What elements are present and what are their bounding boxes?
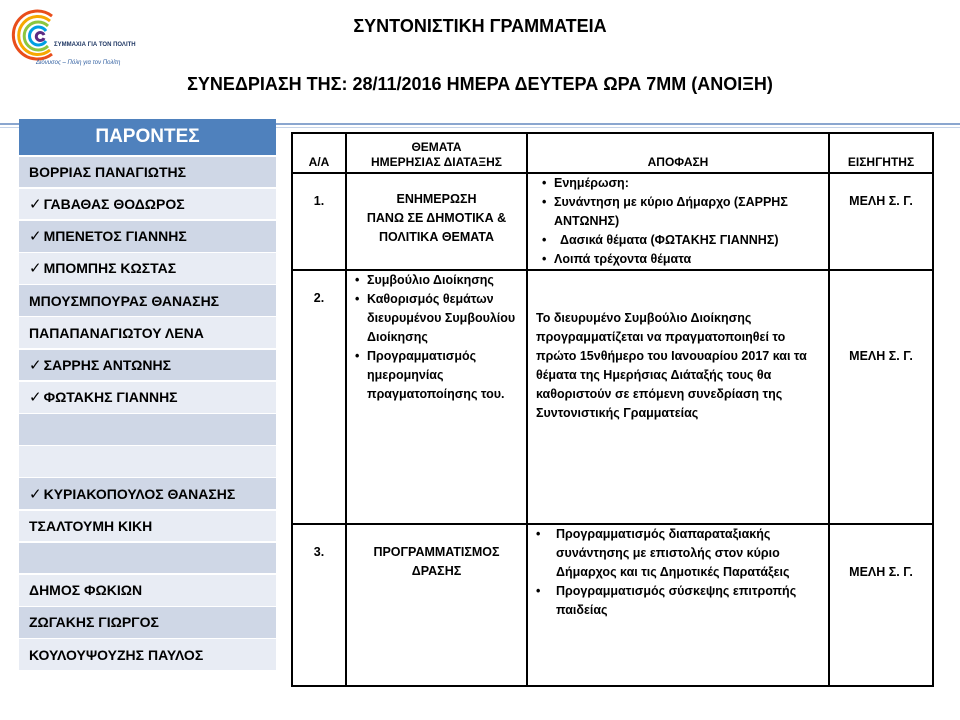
attendee-name: ΜΠΕΝΕΤΟΣ ΓΙΑΝΝΗΣ: [43, 228, 187, 245]
attendee-row: [19, 317, 276, 348]
attendee-name: ΤΣΑΛΤΟΥΜΗ ΚΙΚΗ: [29, 517, 153, 534]
row-number: 1.: [292, 173, 346, 270]
agenda-table: [291, 132, 934, 687]
page-title: ΣΥΝΤΟΝΙΣΤΙΚΗ ΓΡΑΜΜΑΤΕΙΑ: [353, 16, 607, 36]
meeting-subtitle: ΣΥΝΕΔΡΙΑΣΗ ΤΗΣ: 28/11/2016 ΗΜΕΡΑ ΔΕΥΤΕΡΑ ΩΡΑ 7ΜΜ (ΑΝΟΙΞΗ): [187, 74, 773, 94]
checkmark-icon: ✓: [29, 484, 42, 503]
checkmark-icon: ✓: [29, 227, 42, 246]
topic-sub-bullet: • Προγραμματισμός ημερομηνίας πραγματοποίησης του.: [353, 347, 520, 404]
attendee-name: ΜΠΟΜΠΗΣ ΚΩΣΤΑΣ: [43, 260, 177, 277]
decision-bullet: • Προγραμματισμός διαπαραταξιακής συνάντησης με επιστολής στον κύριο Δήμαρχος και τις Δημοτικές Παρατάξεις: [534, 525, 822, 582]
attendee-row: [19, 511, 276, 542]
attendee-name: ΚΟΥΛΟΥΨΟΥΖΗΣ ΠΑΥΛΟΣ: [29, 646, 204, 663]
checkmark-icon: ✓: [29, 195, 42, 214]
attendee-row: [19, 189, 276, 220]
attendee-name: ΒΟΡΡΙΑΣ ΠΑΝΑΓΙΩΤΗΣ: [29, 163, 187, 180]
attendee-row: [19, 543, 276, 574]
decision-bullet: • Συνάντηση με κύριο Δήμαρχο (ΣΑΡΡΗΣ ΑΝΤΩΝΗΣ): [540, 193, 822, 231]
attendee-name: ΚΥΡΙΑΚΟΠΟΥΛΟΣ ΘΑΝΑΣΗΣ: [43, 485, 236, 502]
attendance-panel: [19, 119, 276, 670]
topic-line: ΠΟΛΙΤΙΚΑ ΘΕΜΑΤΑ: [378, 230, 495, 244]
attendance-header: ΠΑΡΟΝΤΕΣ: [19, 119, 276, 155]
attendee-row: [19, 478, 276, 509]
attendee-row: [19, 446, 276, 477]
agenda-row-1: [292, 173, 933, 270]
row-topic: [346, 524, 527, 686]
header-aa: Α/Α: [292, 133, 346, 173]
attendee-name: ΜΠΟΥΣΜΠΟΥΡΑΣ ΘΑΝΑΣΗΣ: [29, 292, 220, 309]
topic-line: ΕΝΗΜΕΡΩΣΗ: [396, 192, 477, 206]
logo-slogan-text: Διόνυσος – Πόλη για τον Πολίτη: [36, 60, 121, 66]
row-rapporteur: ΜΕΛΗ Σ. Γ.: [829, 270, 933, 524]
attendee-name: ΣΑΡΡΗΣ ΑΝΤΩΝΗΣ: [43, 356, 172, 373]
decision-bullet: • Λοιπά τρέχοντα θέματα: [540, 250, 822, 269]
header-rapporteur: ΕΙΣΗΓΗΤΗΣ: [829, 133, 933, 173]
topic-line: ΔΡΑΣΗΣ: [411, 564, 462, 578]
row-number: 2.: [292, 270, 346, 524]
decision-bullet: • Προγραμματισμός σύσκεψης επιτροπής παιδείας: [534, 582, 822, 620]
topic-bullet: • Συμβούλιο Διοίκησης: [353, 271, 520, 290]
agenda-row-2: [292, 270, 933, 524]
row-decision: Το διευρυμένο Συμβούλιο Διοίκησης προγραμματίζεται να πραγματοποιηθεί το πρώτο 15νθήμερο του Ιανουαρίου 2017 και τα θέματα της Ημερήσιας Διάταξής τους θα καθοριστούν σε επόμενη συνεδρίαση της Συντονιστικής Γραμματείας: [527, 270, 829, 524]
attendee-row: [19, 285, 276, 316]
attendee-name: ΔΗΜΟΣ ΦΩΚΙΩΝ: [29, 582, 143, 599]
decision-bullet: • Ενημέρωση:: [540, 174, 822, 193]
header-topics-line1: ΘΕΜΑΤΑ: [411, 140, 462, 154]
header-decision: ΑΠΟΦΑΣΗ: [527, 133, 829, 173]
header-topics-line2: ΗΜΕΡΗΣΙΑΣ ΔΙΑΤΑΞΗΣ: [371, 155, 502, 169]
attendee-row: [19, 157, 276, 188]
header-topics: [346, 133, 527, 173]
attendee-row: [19, 253, 276, 284]
row-decision: [527, 173, 829, 270]
row-decision: [527, 524, 829, 686]
row-number: 3.: [292, 524, 346, 686]
checkmark-icon: ✓: [29, 259, 42, 278]
attendee-row: [19, 414, 276, 445]
logo-brand-text: ΣΥΜΜΑΧΙΑ ΓΙΑ ΤΟΝ ΠΟΛΙΤΗ: [54, 42, 136, 48]
row-rapporteur: ΜΕΛΗ Σ. Γ.: [829, 173, 933, 270]
attendee-row: [19, 607, 276, 638]
attendee-name: ΖΩΓΑΚΗΣ ΓΙΩΡΓΟΣ: [29, 614, 159, 631]
attendee-name: ΓΑΒΑΘΑΣ ΘΟΔΩΡΟΣ: [43, 196, 185, 213]
decision-bullet: • Δασικά θέματα (ΦΩΤΑΚΗΣ ΓΙΑΝΝΗΣ): [540, 231, 822, 250]
checkmark-icon: ✓: [29, 355, 42, 374]
attendee-row: [19, 350, 276, 381]
topic-line: ΠΑΝΩ ΣΕ ΔΗΜΟΤΙΚΑ &: [366, 211, 507, 225]
attendance-list: [19, 157, 276, 671]
row-topic: [346, 270, 527, 524]
attendee-row: [19, 639, 276, 670]
attendee-row: [19, 221, 276, 252]
topic-line: ΠΡΟΓΡΑΜΜΑΤΙΣΜΟΣ: [373, 545, 500, 559]
attendee-row: [19, 575, 276, 606]
topic-sub-bullet: • Καθορισμός θεμάτων διευρυμένου Συμβουλίου Διοίκησης: [353, 290, 520, 347]
row-rapporteur: ΜΕΛΗ Σ. Γ.: [829, 524, 933, 686]
attendee-name: ΠΑΠΑΠΑΝΑΓΙΩΤΟΥ ΛΕΝΑ: [29, 324, 204, 341]
attendee-row: [19, 382, 276, 413]
checkmark-icon: ✓: [29, 388, 42, 407]
attendee-name: ΦΩΤΑΚΗΣ ΓΙΑΝΝΗΣ: [43, 389, 178, 406]
row-topic: [346, 173, 527, 270]
agenda-row-3: [292, 524, 933, 686]
agenda-header-row: [292, 133, 933, 173]
